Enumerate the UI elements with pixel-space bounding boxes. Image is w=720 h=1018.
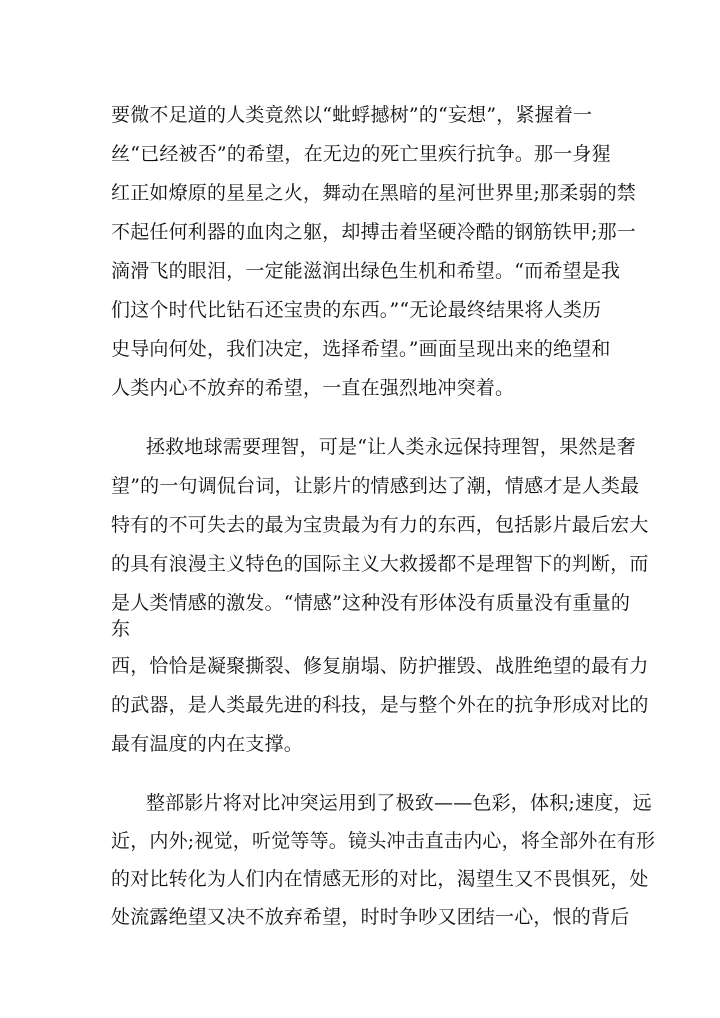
paragraph-line: 拯救地球需要理智，可是“让人类永远保持理智，果然是奢 xyxy=(146,436,636,458)
paragraph-line: 特有的不可失去的最为宝贵最为有力的东西，包括影片最后宏大 xyxy=(111,514,649,536)
paragraph-line: 的武器，是人类最先进的科技，是与整个外在的抗争形成对比的 xyxy=(111,694,649,716)
paragraph-line: 整部影片将对比冲突运用到了极致——色彩，体积;速度，远 xyxy=(146,792,652,814)
paragraph-line: 不起任何利器的血肉之躯，却搏击着坚硬冷酷的钢筋铁甲;那一 xyxy=(111,221,637,243)
paragraph-line: 要微不足道的人类竟然以“蚍蜉撼树”的“妄想”，紧握着一 xyxy=(111,104,593,126)
paragraph-line: 丝“已经被否”的希望，在无边的死亡里疾行抗争。那一身猩 xyxy=(111,143,611,165)
paragraph-line: 是人类情感的激发。“情感”这种没有形体没有质量没有重量的 xyxy=(111,592,631,614)
paragraph-line: 最有温度的内在支撑。 xyxy=(111,733,304,755)
paragraph-line: 处流露绝望又决不放弃希望，时时争吵又团结一心，恨的背后 xyxy=(111,906,630,928)
paragraph-line: 们这个时代比钻石还宝贵的东西。”“无论最终结果将人类历 xyxy=(111,299,602,321)
paragraph-line: 的具有浪漫主义特色的国际主义大救援都不是理智下的判断，而 xyxy=(111,553,649,575)
paragraph-line: 滴滑飞的眼泪，一定能滋润出绿色生机和希望。“而希望是我 xyxy=(111,260,621,282)
paragraph-line: 西，恰恰是凝聚撕裂、修复崩塌、防护摧毁、战胜绝望的最有力 xyxy=(111,655,649,677)
paragraph-line: 近，内外;视觉，听觉等等。镜头冲击直击内心，将全部外在有形 xyxy=(111,830,656,852)
paragraph-line: 望”的一句调侃台词，让影片的情感到达了潮，情感才是人类最 xyxy=(111,475,640,497)
paragraph-line: 人类内心不放弃的希望，一直在强烈地冲突着。 xyxy=(111,377,515,399)
paragraph-line: 的对比转化为人们内在情感无形的对比，渴望生又不畏惧死，处 xyxy=(111,868,649,890)
paragraph-line: 史导向何处，我们决定，选择希望。”画面呈现出来的绝望和 xyxy=(111,338,611,360)
paragraph-line: 东 xyxy=(111,618,131,640)
paragraph-line: 红正如燎原的星星之火，舞动在黑暗的星河世界里;那柔弱的禁 xyxy=(111,182,637,204)
